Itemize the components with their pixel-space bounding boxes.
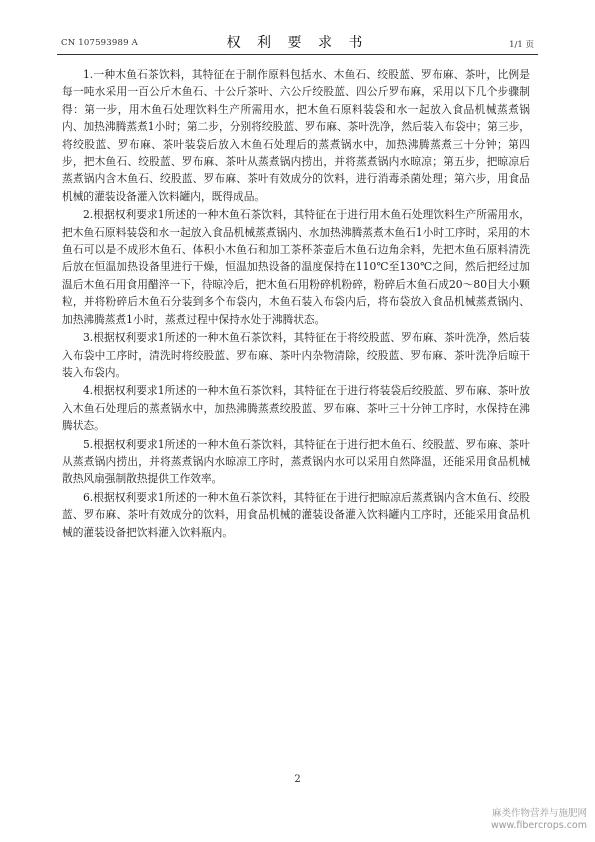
claim-4: 4.根据权利要求1所述的一种木鱼石茶饮料，其特征在于进行将装袋后绞股蓝、罗布麻、茶叶放入木鱼石处理后的蒸煮锅水中，加热沸腾蒸煮绞股蓝、罗布麻、茶叶三十分钟工序时，水保持在沸腾状态。	[62, 384, 530, 433]
page-count: 1/1 页	[509, 40, 534, 50]
document-title: 权 利 要 求 书	[226, 35, 369, 51]
page-header	[57, 36, 538, 55]
claim-6: 6.根据权利要求1所述的一种木鱼石茶饮料，其特征在于进行把晾凉后蒸煮锅内含木鱼石、绞股蓝、罗布麻、茶叶有效成分的饮料，用食品机械的灌装设备灌入饮料罐内工序时，还能采用食品机械的灌装设备把饮料灌入饮料瓶内。	[62, 490, 530, 539]
watermark	[491, 808, 587, 832]
claim-2: 2.根据权利要求1所述的一种木鱼石茶饮料，其特征在于进行用木鱼石处理饮料生产所需用水，把木鱼石原料装袋和水一起放入食品机械蒸煮锅内、水加热沸腾蒸煮木鱼石1小时工序时，采用的木鱼石可以是不成形木鱼石、体积小木鱼石和加工茶杯茶壶后木鱼石边角余料，先把木鱼石原料清洗后放在恒温加热设备里进行干燥，恒温加热设备的温度保持在110℃至130℃之间，然后把经过加温后木鱼石用食用醋淬一下，待晾冷后，把木鱼石用粉碎机粉碎，粉碎后木鱼石成20～80目大小颗粒，并将粉碎后木鱼石分装到多个布袋内，木鱼石装入布袋内后，将布袋放入食品机械蒸煮锅内、加热沸腾蒸煮1小时，蒸煮过程中保持水处于沸腾状态。	[62, 208, 530, 326]
page-number: 2	[294, 774, 301, 785]
claims-body	[62, 66, 530, 542]
claim-5: 5.根据权利要求1所述的一种木鱼石茶饮料，其特征在于进行把木鱼石、绞股蓝、罗布麻、茶叶从蒸煮锅内捞出，并将蒸煮锅内水晾凉工序时，蒸煮锅内水可以采用自然降温，还能采用食品机械散热风扇强制散热提供工作效率。	[62, 437, 530, 486]
watermark-url: www.fibercrops.com	[490, 820, 587, 831]
claim-1: 1.一种木鱼石茶饮料，其特征在于制作原料包括水、木鱼石、绞股蓝、罗布麻、茶叶，比例是每一吨水采用一百公斤木鱼石、十公斤茶叶、六公斤绞股蓝、四公斤罗布麻，采用以下几个步骤制得：第一步，用木鱼石处理饮料生产所需用水，把木鱼石原料装袋和水一起放入食品机械蒸煮锅内、加热沸腾蒸煮1小时；第二步，分别将绞股蓝、罗布麻、茶叶洗净，然后装入布袋中；第三步，将绞股蓝、罗布麻、茶叶装袋后放入木鱼石处理后的蒸煮锅水中，加热沸腾蒸煮三十分钟；第四步，把木鱼石、绞股蓝、罗布麻、茶叶从蒸煮锅内捞出，并将蒸煮锅内水晾凉；第五步，把晾凉后蒸煮锅内含木鱼石、绞股蓝、罗布麻、茶叶有效成分的饮料，进行消毒杀菌处理；第六步，用食品机械的灌装设备灌入饮料罐内，既得成品。	[62, 68, 530, 203]
watermark-site-name: 麻类作物营养与施肥网	[491, 808, 587, 819]
document-number: CN 107593989 A	[61, 38, 138, 48]
claim-3: 3.根据权利要求1所述的一种木鱼石茶饮料，其特征在于将绞股蓝、罗布麻、茶叶洗净，然后装入布袋中工序时，清洗时将绞股蓝、罗布麻、茶叶内杂物清除，绞股蓝、罗布麻、茶叶洗净后晾干装入布袋内。	[62, 331, 530, 379]
